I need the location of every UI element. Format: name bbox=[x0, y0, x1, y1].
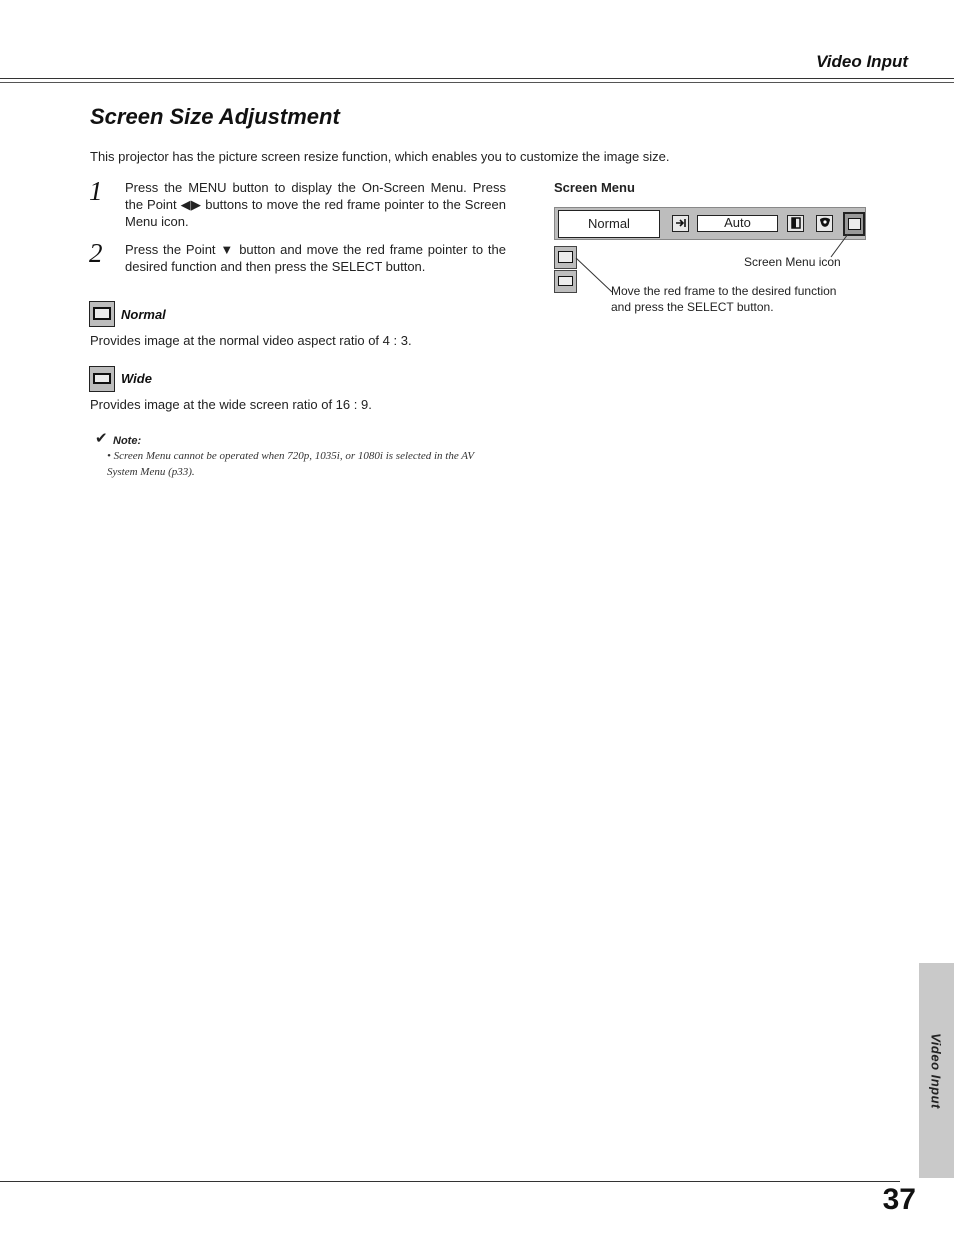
move-frame-callout: Move the red frame to the desired function and press the SELECT button. bbox=[611, 284, 837, 314]
normal-description: Provides image at the normal video aspect ratio of 4 : 3. bbox=[90, 333, 412, 348]
note-text: • Screen Menu cannot be operated when 720p, 1035i, or 1080i is selected in the AV System Menu (p33). bbox=[107, 450, 474, 478]
section-header-title: Video Input bbox=[816, 52, 908, 71]
side-tab-label: Video Input bbox=[928, 1033, 944, 1109]
footer-rule bbox=[0, 1181, 900, 1182]
side-tab bbox=[919, 963, 954, 1178]
step-2-text: Press the Point ▼ button and move the red frame pointer to the desired function and then press the SELECT button. bbox=[125, 242, 506, 274]
wide-heading: Wide bbox=[121, 371, 152, 386]
checkmark-icon: ✔ bbox=[95, 430, 108, 447]
step-1-number: 1 bbox=[89, 176, 103, 206]
step-1-text: Press the MENU button to display the On-Screen Menu. Press the Point ◀▶ buttons to move the red frame pointer to the Screen Menu icon. bbox=[125, 180, 506, 229]
screen-menu-label: Screen Menu bbox=[554, 180, 635, 195]
page-number: 37 bbox=[882, 1183, 916, 1216]
wide-description: Provides image at the wide screen ratio of 16 : 9. bbox=[90, 397, 372, 412]
normal-heading: Normal bbox=[121, 307, 166, 322]
page-title: Screen Size Adjustment bbox=[90, 104, 340, 129]
note-title: Note: bbox=[113, 435, 142, 447]
intro-paragraph: This projector has the picture screen resize function, which enables you to customize the image size. bbox=[90, 149, 670, 164]
menu-current-value: Normal bbox=[558, 210, 660, 238]
step-2-number: 2 bbox=[89, 238, 103, 268]
screen-menu-icon-callout: Screen Menu icon bbox=[744, 255, 841, 269]
menu-input-value: Auto bbox=[697, 215, 778, 232]
